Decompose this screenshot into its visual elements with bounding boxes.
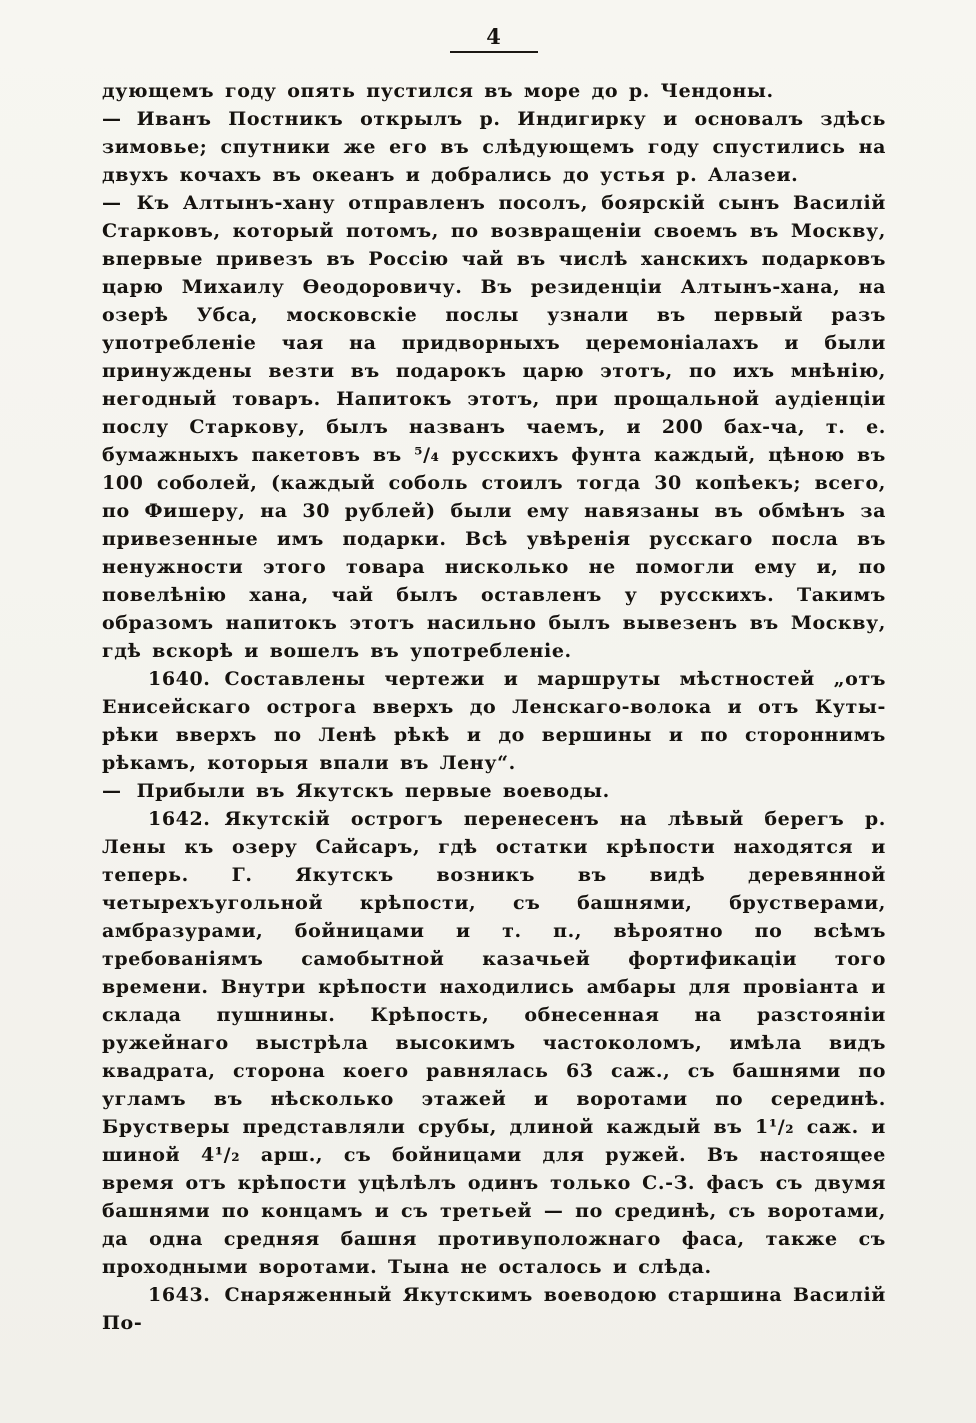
entry-year: 1643.	[148, 1284, 211, 1307]
paragraph	[102, 1281, 886, 1337]
page-header	[102, 24, 886, 53]
paragraph-text: Составлены чертежи и маршруты мѣстностей „отъ Енисейскаго острога вверхъ до Ленскаго-волока и отъ Куты-рѣки вверхъ по Ленѣ рѣкѣ и до вершины и по стороннимъ рѣкамъ, которыя впали въ Лену“.	[102, 668, 886, 775]
paragraph-text: Снаряженный Якутскимъ воеводою старшина Василій По-	[102, 1284, 886, 1335]
paragraph	[102, 805, 886, 1281]
text-block	[102, 77, 886, 1337]
page-number-rule	[450, 51, 538, 53]
paragraph-dash: —	[102, 108, 122, 131]
page-number: 4	[486, 24, 502, 49]
paragraph	[102, 777, 886, 805]
paragraph-text: Къ Алтынъ-хану отправленъ посолъ, боярскій сынъ Василій Старковъ, который потомъ, по возвращеніи своемъ въ Москву, впервые привезъ въ Россію чай въ числѣ ханскихъ подарковъ царю Михаилу Ѳеодоровичу. Въ резиденціи Алтынъ-хана, на озерѣ Убса, московскіе послы узнали въ первый разъ употребленіе чая на придворныхъ церемоніалахъ и были принуждены везти въ подарокъ царю этотъ, по ихъ мнѣнію, негодный товаръ. Напитокъ этотъ, при прощальной аудіенціи послу Старкову, былъ названъ чаемъ, и 200 бах-ча, т. е. бумажныхъ пакетовъ въ ⁵/₄ русскихъ фунта каждый, цѣною въ 100 соболей, (каждый соболь стоилъ тогда 30 копѣекъ; всего, по Фишеру, на 30 рублей) были ему навязаны въ обмѣнъ за привезенные имъ подарки. Всѣ увѣренія русскаго посла въ ненужности этого товара нисколько не помогли ему и, по повелѣнію хана, чай былъ оставленъ у русскихъ. Такимъ образомъ напитокъ этотъ насильно былъ вывезенъ въ Москву, гдѣ вскорѣ и вошелъ въ употребленіе.	[102, 192, 886, 663]
paragraph-text: дующемъ году опять пустился въ море до р. Чендоны.	[102, 80, 774, 103]
paragraph	[102, 665, 886, 777]
entry-year: 1640.	[148, 668, 211, 691]
paragraph	[102, 105, 886, 189]
paragraph	[102, 77, 886, 105]
paragraph-dash: —	[102, 780, 122, 803]
paragraph-text: Иванъ Постникъ открылъ р. Индигирку и основалъ здѣсь зимовье; спутники же его въ слѣдующемъ году спустились на двухъ кочахъ въ океанъ и добрались до устья р. Алазеи.	[102, 108, 886, 187]
paragraph	[102, 189, 886, 665]
paragraph-text: Якутскій острогъ перенесенъ на лѣвый берегъ р. Лены къ озеру Сайсаръ, гдѣ остатки крѣпости находятся и теперь. Г. Якутскъ возникъ въ видѣ деревянной четырехъугольной крѣпости, съ башнями, брустверами, амбразурами, бойницами и т. п., вѣроятно по всѣмъ требованіямъ самобытной казачьей фортификаціи того времени. Внутри крѣпости находились амбары для провіанта и склада пушнины. Крѣпость, обнесенная на разстояніи ружейнаго выстрѣла высокимъ частоколомъ, имѣла видъ квадрата, сторона коего равнялась 63 саж., съ башнями по угламъ въ нѣсколько этажей и воротами по серединѣ. Брустверы представляли срубы, длиной каждый въ 1¹/₂ саж. и шиной 4¹/₂ арш., съ бойницами для ружей. Въ настоящее время отъ крѣпости уцѣлѣлъ одинъ только С.-З. фасъ съ двумя башнями по концамъ и съ третьей — по срединѣ, съ воротами, да одна средняя башня противуположнаго фаса, также съ проходными воротами. Тына не осталось и слѣда.	[102, 808, 886, 1279]
paragraph-text: Прибыли въ Якутскъ первые воеводы.	[136, 780, 610, 803]
paragraph-dash: —	[102, 192, 122, 215]
entry-year: 1642.	[148, 808, 211, 831]
